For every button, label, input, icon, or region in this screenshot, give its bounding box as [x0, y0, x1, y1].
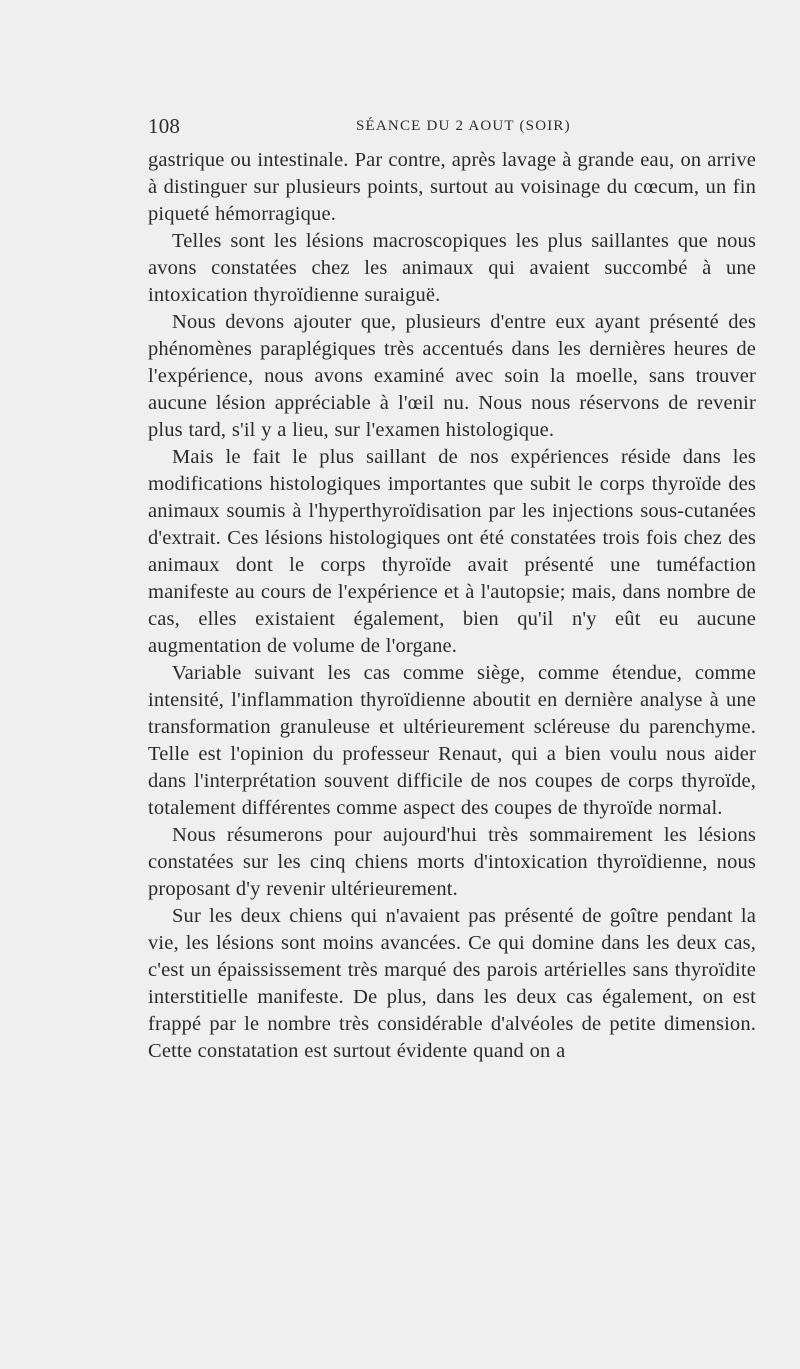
running-title: SÉANCE DU 2 AOUT (SOIR): [356, 118, 571, 134]
body-text: [148, 147, 756, 1065]
paragraph-5: Variable suivant les cas comme siège, comme étendue, comme intensité, l'inflammation thyroïdienne aboutit en dernière analyse à une transformation granuleuse et ultérieurement scléreuse du parenchyme. Telle est l'opinion du professeur Renaut, qui a bien voulu nous aider dans l'interprétation souvent difficile de nos coupes de corps thyroïde, totalement différentes comme aspect des coupes de thyroïde normal.: [148, 662, 756, 819]
page-number: 108: [148, 114, 181, 138]
paragraph-4: Mais le fait le plus saillant de nos expériences réside dans les modifications histologiques importantes que subit le corps thyroïde des animaux soumis à l'hyperthyroïdisation par les injections sous-cutanées d'extrait. Ces lésions histologiques ont été constatées trois fois chez des animaux dont le corps thyroïde avait présenté une tuméfaction manifeste au cours de l'expérience et à l'autopsie; mais, dans nombre de cas, elles existaient également, bien qu'il n'y eût eu aucune augmentation de volume de l'organe.: [148, 446, 756, 657]
paragraph-1: gastrique ou intestinale. Par contre, après lavage à grande eau, on arrive à distinguer sur plusieurs points, surtout au voisinage du cœcum, un fin piqueté hémorragique.: [148, 149, 756, 225]
paragraph-2: Telles sont les lésions macroscopiques les plus saillantes que nous avons constatées chez les animaux qui avaient succombé à une intoxication thyroïdienne suraiguë.: [148, 230, 756, 306]
paragraph-6: Nous résumerons pour aujourd'hui très sommairement les lésions constatées sur les cinq chiens morts d'intoxication thyroïdienne, nous proposant d'y revenir ultérieurement.: [148, 824, 756, 900]
paragraph-7: Sur les deux chiens qui n'avaient pas présenté de goître pendant la vie, les lésions sont moins avancées. Ce qui domine dans les deux cas, c'est un épaississement très marqué des parois artérielles sans thyroïdite interstitielle manifeste. De plus, dans les deux cas également, on est frappé par le nombre très considérable d'alvéoles de petite dimension. Cette constatation est surtout évidente quand on a: [148, 905, 756, 1062]
page-header: [148, 114, 756, 144]
paragraph-3: Nous devons ajouter que, plusieurs d'entre eux ayant présenté des phénomènes paraplégiques très accentués dans les dernières heures de l'expérience, nous avons examiné avec soin la moelle, sans trouver aucune lésion appréciable à l'œil nu. Nous nous réservons de revenir plus tard, s'il y a lieu, sur l'examen histologique.: [148, 311, 756, 441]
